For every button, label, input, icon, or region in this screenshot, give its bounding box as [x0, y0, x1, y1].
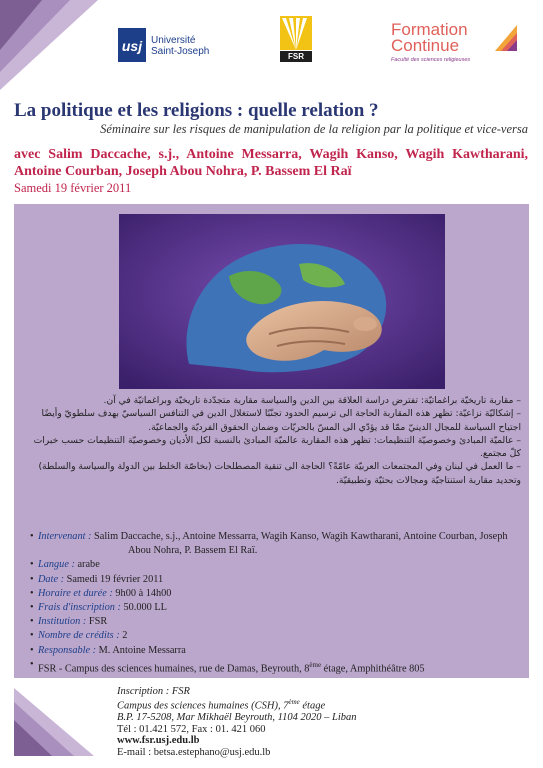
date-label: Date [38, 573, 59, 585]
langue-value: arabe [77, 559, 100, 571]
speakers-line: avec Salim Daccache, s.j., Antoine Messarra, Wagih Kanso, Wagih Kawtharani, Antoine Courban, Joseph Abou Nohra, P. Bassem El Raï [14, 147, 528, 179]
bullet-icon: • [30, 630, 34, 642]
footer-inscription: Inscription : FSR [117, 686, 190, 697]
bullet-icon: • [30, 658, 34, 670]
footer-contact [117, 686, 357, 758]
page-title: La politique et les religions : quelle relation ? [14, 100, 379, 121]
bullet-icon: • [30, 559, 34, 571]
info-row-institution: • Institution : FSR [30, 615, 523, 629]
footer-decoration [14, 688, 94, 756]
credits-label: Nombre de crédits [38, 630, 114, 642]
info-row-responsable: • Responsable : M. Antoine Messarra [30, 644, 523, 658]
event-date: Samedi 19 février 2011 [14, 181, 132, 195]
footer-email-link[interactable]: E-mail : betsa.estephano@usj.edu.lb [117, 746, 271, 758]
info-row-date: • Date : Samedi 19 février 2011 [30, 573, 523, 587]
globe-hands-image [119, 214, 445, 389]
horaire-value: 9h00 à 14h00 [115, 587, 172, 599]
fsr-logo [280, 16, 312, 62]
bullet-icon: • [30, 644, 34, 656]
fc-line-2: Continue [391, 36, 460, 55]
usj-line-1: Université [151, 35, 196, 46]
institution-value: FSR [88, 616, 108, 628]
usj-mark-icon [118, 28, 146, 62]
responsable-value: M. Antoine Messarra [98, 644, 186, 656]
event-info-list [30, 530, 523, 676]
info-row-horaire: • Horaire et durée : 9h00 à 14h00 [30, 587, 523, 601]
bullet-icon: • [30, 602, 34, 614]
footer-address: B.P. 17-5208, Mar Mikhaël Beyrouth, 1104 2020 – Liban [117, 712, 357, 724]
footer-phone: Tél : 01.421 572, Fax : 01. 421 060 [117, 723, 266, 735]
bullet-icon: • [30, 531, 34, 542]
intervenant-value: Salim Daccache, s.j., Antoine Messarra, Wagih Kanso, Wagih Kawtharani, Antoine Courban, Joseph [94, 531, 508, 542]
intervenant-label: Intervenant [38, 531, 86, 542]
svg-text:usj: usj [121, 38, 143, 54]
frais-value: 50.000 LL [123, 602, 167, 614]
fsr-rays-icon [280, 16, 312, 50]
arabic-point: – إشكاليّة نزاعيّة: تظهر هذه المقاربة الحاجة الى ترسيم الحدود تجنّبًا لاستغلال الدين في التنافس السياسيّ بهدف سلطويّ وأيضًا اجتياح السياسة للمجال الدينيّ ممّا قد يؤدّي الى المسّ بالحريّات وضمان الحقوق الفرديّة والجماعيّة. [41, 408, 521, 433]
horaire-label: Horaire et durée [38, 587, 107, 599]
fc-subtitle: Faculté des sciences religieuses [391, 57, 471, 63]
bullet-icon: • [30, 587, 34, 599]
intervenant-value-cont: Abou Nohra, P. Bassem El Raï. [128, 545, 258, 557]
responsable-label: Responsable [38, 644, 91, 656]
arabic-point: – ما العمل في لبنان وفي المجتمعات العربيّة عامّةً؟ الحاجة الى تنقية المصطلحات (بخاصّة الخلط بين الدولة والسياسة والسلطة) وتحديد مقاربة استنتاجيّة ومجالات بحثيّة وتطبيقيّة. [38, 461, 521, 486]
info-row-lieu [30, 658, 523, 677]
footer-campus: Campus des sciences humaines (CSH), 7ème étage [117, 698, 326, 712]
lieu-value: FSR - Campus des sciences humaines, rue de Damas, Beyrouth, 8 [38, 663, 310, 675]
arabic-description [24, 394, 521, 487]
info-row-credits: • Nombre de crédits : 2 [30, 629, 523, 643]
arabic-point: – عالميّة المبادئ وخصوصيّة التنظيمات: تظهر هذه المقاربة عالميّة المبادئ بالنسبة لكل الأديان وخصوصيّة التنظيمات حسب خبرات كلّ مجتمع. [33, 434, 521, 460]
info-row-langue: • Langue : arabe [30, 558, 523, 572]
corner-decoration [0, 0, 98, 90]
credits-value: 2 [122, 630, 128, 642]
formation-continue-logo [391, 22, 521, 67]
lieu-value-end: étage, Amphithéâtre 805 [321, 663, 425, 675]
lieu-superscript: ème [309, 660, 322, 669]
frais-label: Frais d'inscription [38, 602, 115, 614]
info-row-frais: • Frais d'inscription : 50.000 LL [30, 601, 523, 615]
fsr-label: FSR [280, 51, 312, 62]
langue-label: Langue [38, 559, 69, 571]
content-band [14, 204, 529, 678]
date-value: Samedi 19 février 2011 [66, 573, 164, 585]
fc-swatch-icon [495, 25, 517, 51]
bullet-icon: • [30, 573, 34, 585]
bullet-icon: • [30, 616, 34, 628]
info-row-intervenant: • Intervenant : Salim Daccache, s.j., Antoine Messarra, Wagih Kanso, Wagih Kawtharani, Antoine Courban, Joseph Abou Nohra, P. Bassem El Raï. [30, 530, 523, 558]
footer-website-link[interactable]: www.fsr.usj.edu.lb [117, 735, 200, 747]
institution-label: Institution [38, 616, 81, 628]
arabic-point: – مقاربة تاريخيّة براغماتيّة: تفترض دراسة العلاقة بين الدين والسياسة مقاربة متجدّدة تاريخيّة وبراغماتيّة في آن. [103, 395, 521, 406]
usj-line-2: Saint-Joseph [151, 46, 210, 57]
fc-line-1: Formation [391, 20, 468, 39]
seminar-subtitle: Séminaire sur les risques de manipulation de la religion par la politique et vice-versa [100, 122, 528, 136]
usj-logo [118, 28, 218, 68]
